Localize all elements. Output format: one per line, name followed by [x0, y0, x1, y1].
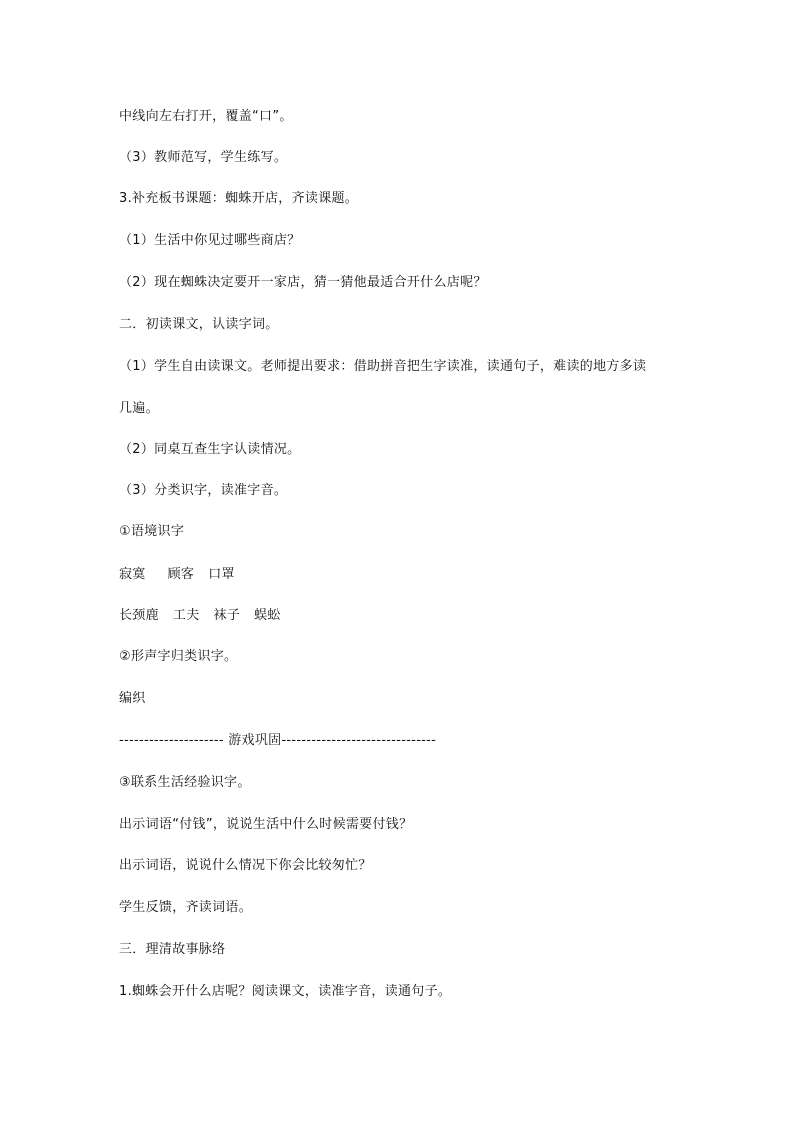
- word-row-1: [119, 566, 235, 584]
- text-line-18: 学生反馈，齐读词语。: [119, 900, 253, 915]
- text-line-12: ②形声字归类识字。: [119, 649, 238, 664]
- word-row-2: [119, 607, 281, 625]
- word-item: 寂寞: [119, 567, 146, 582]
- text-line-15: ③联系生活经验识字。: [119, 775, 251, 790]
- text-line-5: （2）现在蜘蛛决定要开一家店，猜一猜他最适合开什么店呢？: [119, 275, 487, 290]
- section-heading-2: 二．初读课文，认读字词。: [119, 317, 279, 332]
- text-line-11: ①语境识字: [119, 524, 185, 539]
- text-line-20: 1.蜘蛛会开什么店呢？阅读课文，读准字音，读通句子。: [119, 984, 452, 999]
- text-line-1: 中线向左右打开，覆盖“口”。: [119, 109, 293, 124]
- text-line-13: 编织: [119, 691, 146, 706]
- word-item: 工夫: [172, 608, 200, 623]
- section-heading-3: 三．理清故事脉络: [119, 942, 226, 957]
- word-item: 顾客: [167, 567, 195, 582]
- text-line-16: 出示词语“付钱”，说说生活中什么时候需要付钱？: [119, 817, 413, 832]
- text-line-8: 几遍。: [119, 401, 159, 416]
- text-line-3: 3.补充板书课题：蜘蛛开店，齐读课题。: [119, 191, 359, 206]
- word-item: 蜈蚣: [254, 608, 281, 623]
- text-line-7: （1）学生自由读课文。老师提出要求：借助拼音把生字读准，读通句子，难读的地方多读: [119, 359, 647, 374]
- text-line-4: （1）生活中你见过哪些商店？: [119, 233, 301, 248]
- text-line-10: （3）分类识字，读准字音。: [119, 483, 288, 498]
- text-line-9: （2）同桌互查生字认读情况。: [119, 442, 301, 457]
- text-line-2: （3）教师范写，学生练写。: [119, 150, 288, 165]
- word-item: 袜子: [213, 608, 241, 623]
- divider-game-review: --------------------- 游戏巩固-------------------------------: [119, 733, 437, 748]
- word-item: 长颈鹿: [119, 608, 159, 623]
- word-item: 口罩: [208, 567, 235, 582]
- text-line-17: 出示词语，说说什么情况下你会比较匆忙？: [119, 858, 372, 873]
